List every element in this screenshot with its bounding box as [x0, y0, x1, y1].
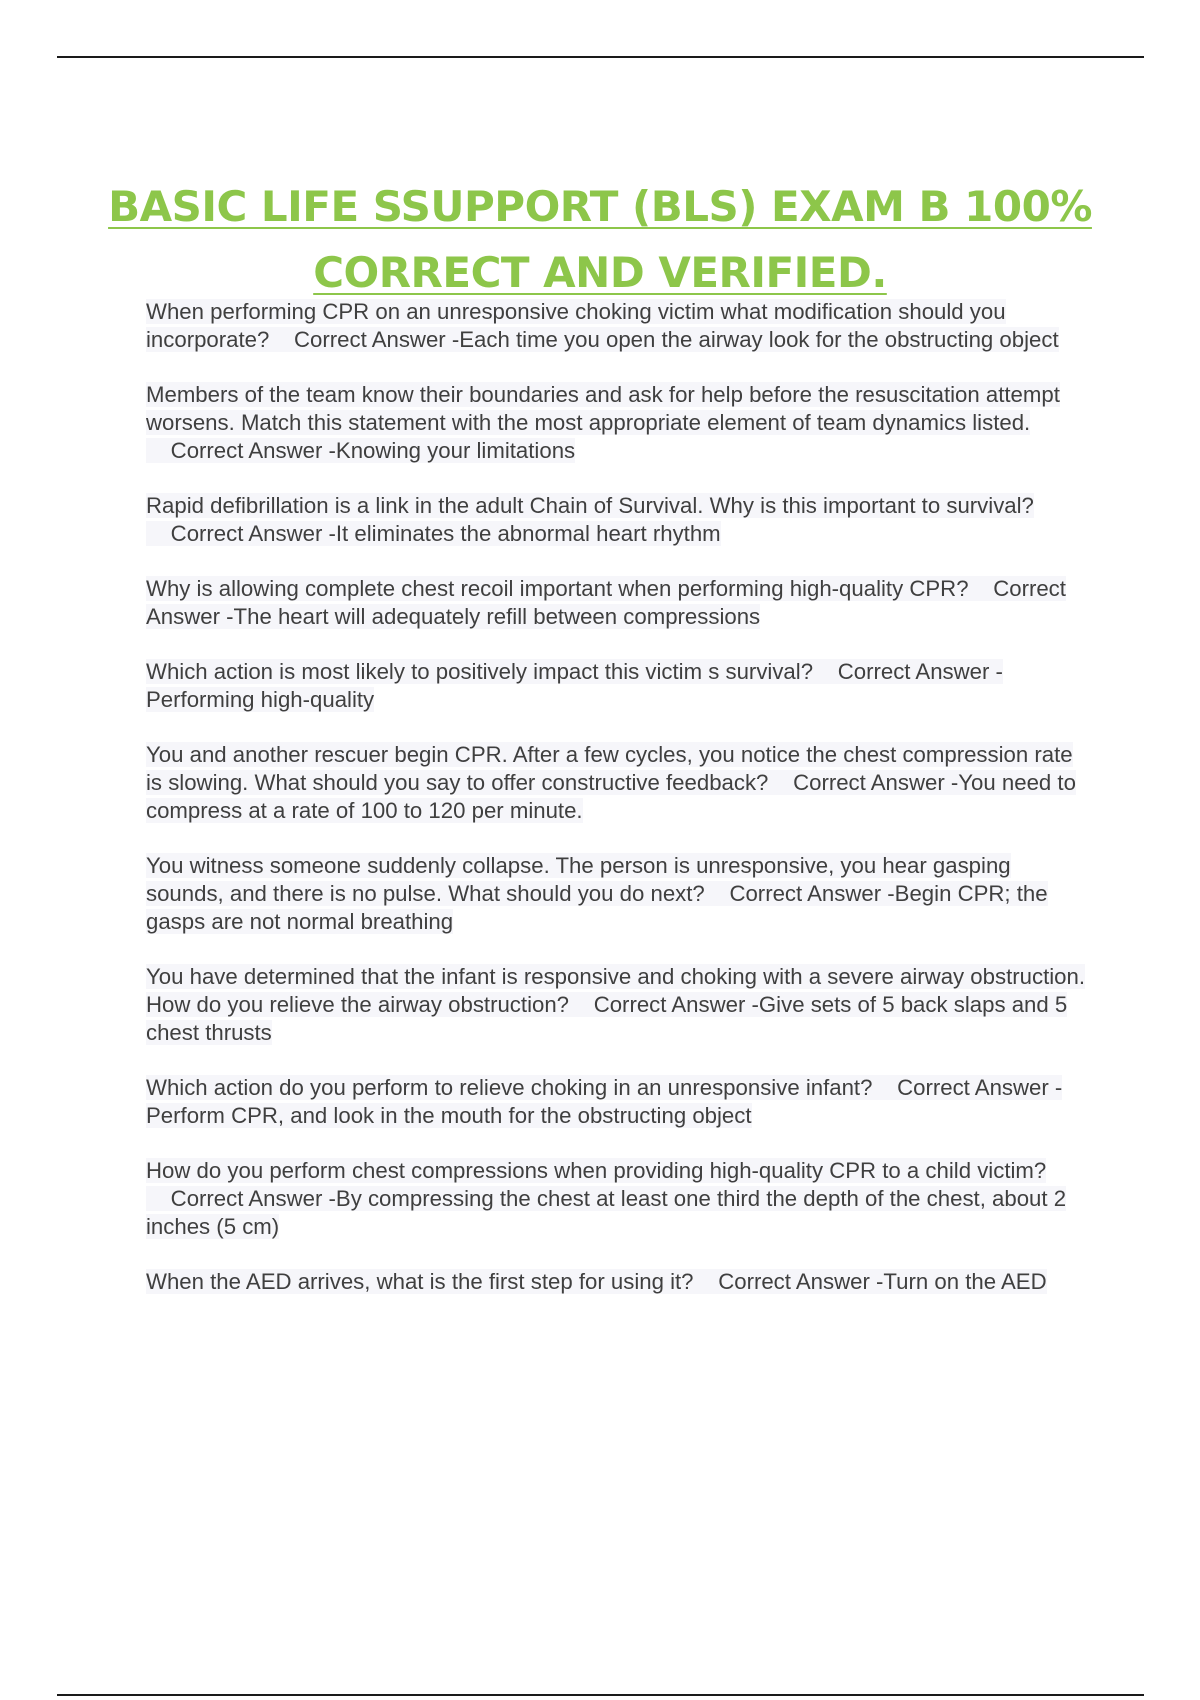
qa-text [146, 299, 1059, 352]
qa-item [146, 658, 1091, 714]
qa-item [146, 298, 1091, 354]
qa-item [146, 963, 1091, 1047]
qa-text [146, 1158, 1066, 1239]
answer-prefix: Correct Answer - [593, 992, 759, 1017]
qa-text [146, 576, 1066, 629]
answer-text: The heart will adequately refill between compressions [233, 604, 761, 629]
answer-text: Begin CPR; the gasps are not normal breathing [146, 881, 1048, 934]
qa-text [146, 1269, 1047, 1294]
qa-text [146, 1075, 1062, 1128]
question-answer-list [146, 298, 1091, 1323]
qa-item [146, 381, 1091, 465]
answer-text: By compressing the chest at least one third the depth of the chest, about 2 inches (5 cm) [146, 1186, 1067, 1239]
answer-prefix: Correct Answer - [837, 659, 1003, 684]
qa-item [146, 1157, 1091, 1241]
answer-text: Knowing your limitations [335, 438, 576, 463]
answer-text: You need to compress at a rate of 100 to 120 per minute. [146, 770, 1076, 823]
qa-item [146, 575, 1091, 631]
answer-prefix: Correct Answer - [294, 327, 460, 352]
qa-text [146, 493, 1034, 546]
footer-rule [57, 1694, 1144, 1696]
answer-prefix: Correct Answer - [897, 1075, 1063, 1100]
header-rule [57, 56, 1144, 58]
question-text: When performing CPR on an unresponsive choking victim what modification should you incorporate? [146, 299, 1006, 352]
question-text: Which action do you perform to relieve choking in an unresponsive infant? [146, 1075, 873, 1100]
answer-prefix: Correct Answer - [170, 1186, 336, 1211]
qa-text [146, 964, 1085, 1045]
answer-prefix: Correct Answer - [729, 881, 895, 906]
answer-text: Turn on the AED [883, 1269, 1047, 1294]
question-text: How do you perform chest compressions when providing high-quality CPR to a child victim? [146, 1158, 1047, 1183]
question-text: Members of the team know their boundaries and ask for help before the resuscitation attempt worsens. Match this statement with the most appropriate element of team dynamics listed. [146, 382, 1060, 435]
question-text: You and another rescuer begin CPR. After a few cycles, you notice the chest compression rate is slowing. What should you say to offer constructive feedback? [146, 742, 1073, 795]
document-title [60, 174, 1140, 306]
answer-prefix: Correct Answer - [170, 521, 336, 546]
answer-text: Give sets of 5 back slaps and 5 chest thrusts [146, 992, 1068, 1045]
qa-text [146, 382, 1060, 463]
qa-item [146, 741, 1091, 825]
answer-prefix: Correct Answer - [718, 1269, 884, 1294]
qa-item [146, 1268, 1091, 1296]
answer-text: Performing high-quality [146, 687, 375, 712]
question-text: Rapid defibrillation is a link in the adult Chain of Survival. Why is this important to survival? [146, 493, 1034, 518]
qa-text [146, 853, 1048, 934]
answer-text: Perform CPR, and look in the mouth for the obstructing object [146, 1103, 752, 1128]
answer-prefix: Correct Answer - [170, 438, 336, 463]
qa-item [146, 852, 1091, 936]
qa-item [146, 492, 1091, 548]
question-text: Why is allowing complete chest recoil important when performing high-quality CPR? [146, 576, 969, 601]
answer-prefix: Correct Answer - [146, 576, 1066, 629]
qa-text [146, 659, 1003, 712]
qa-item [146, 1074, 1091, 1130]
answer-text: Each time you open the airway look for the obstructing object [459, 327, 1059, 352]
title-line-2: CORRECT AND VERIFIED. [313, 248, 887, 298]
question-text: You have determined that the infant is responsive and choking with a severe airway obstruction. How do you relieve the airway obstruction? [146, 964, 1086, 1017]
question-text: When the AED arrives, what is the first step for using it? [146, 1269, 694, 1294]
qa-text [146, 742, 1076, 823]
answer-prefix: Correct Answer - [793, 770, 959, 795]
question-text: You witness someone suddenly collapse. The person is unresponsive, you hear gasping sounds, and there is no pulse. What should you do next? [146, 853, 1011, 906]
title-line-1: BASIC LIFE SSUPPORT (BLS) EXAM B 100% [108, 182, 1092, 232]
question-text: Which action is most likely to positively impact this victim s survival? [146, 659, 814, 684]
answer-text: It eliminates the abnormal heart rhythm [335, 521, 721, 546]
